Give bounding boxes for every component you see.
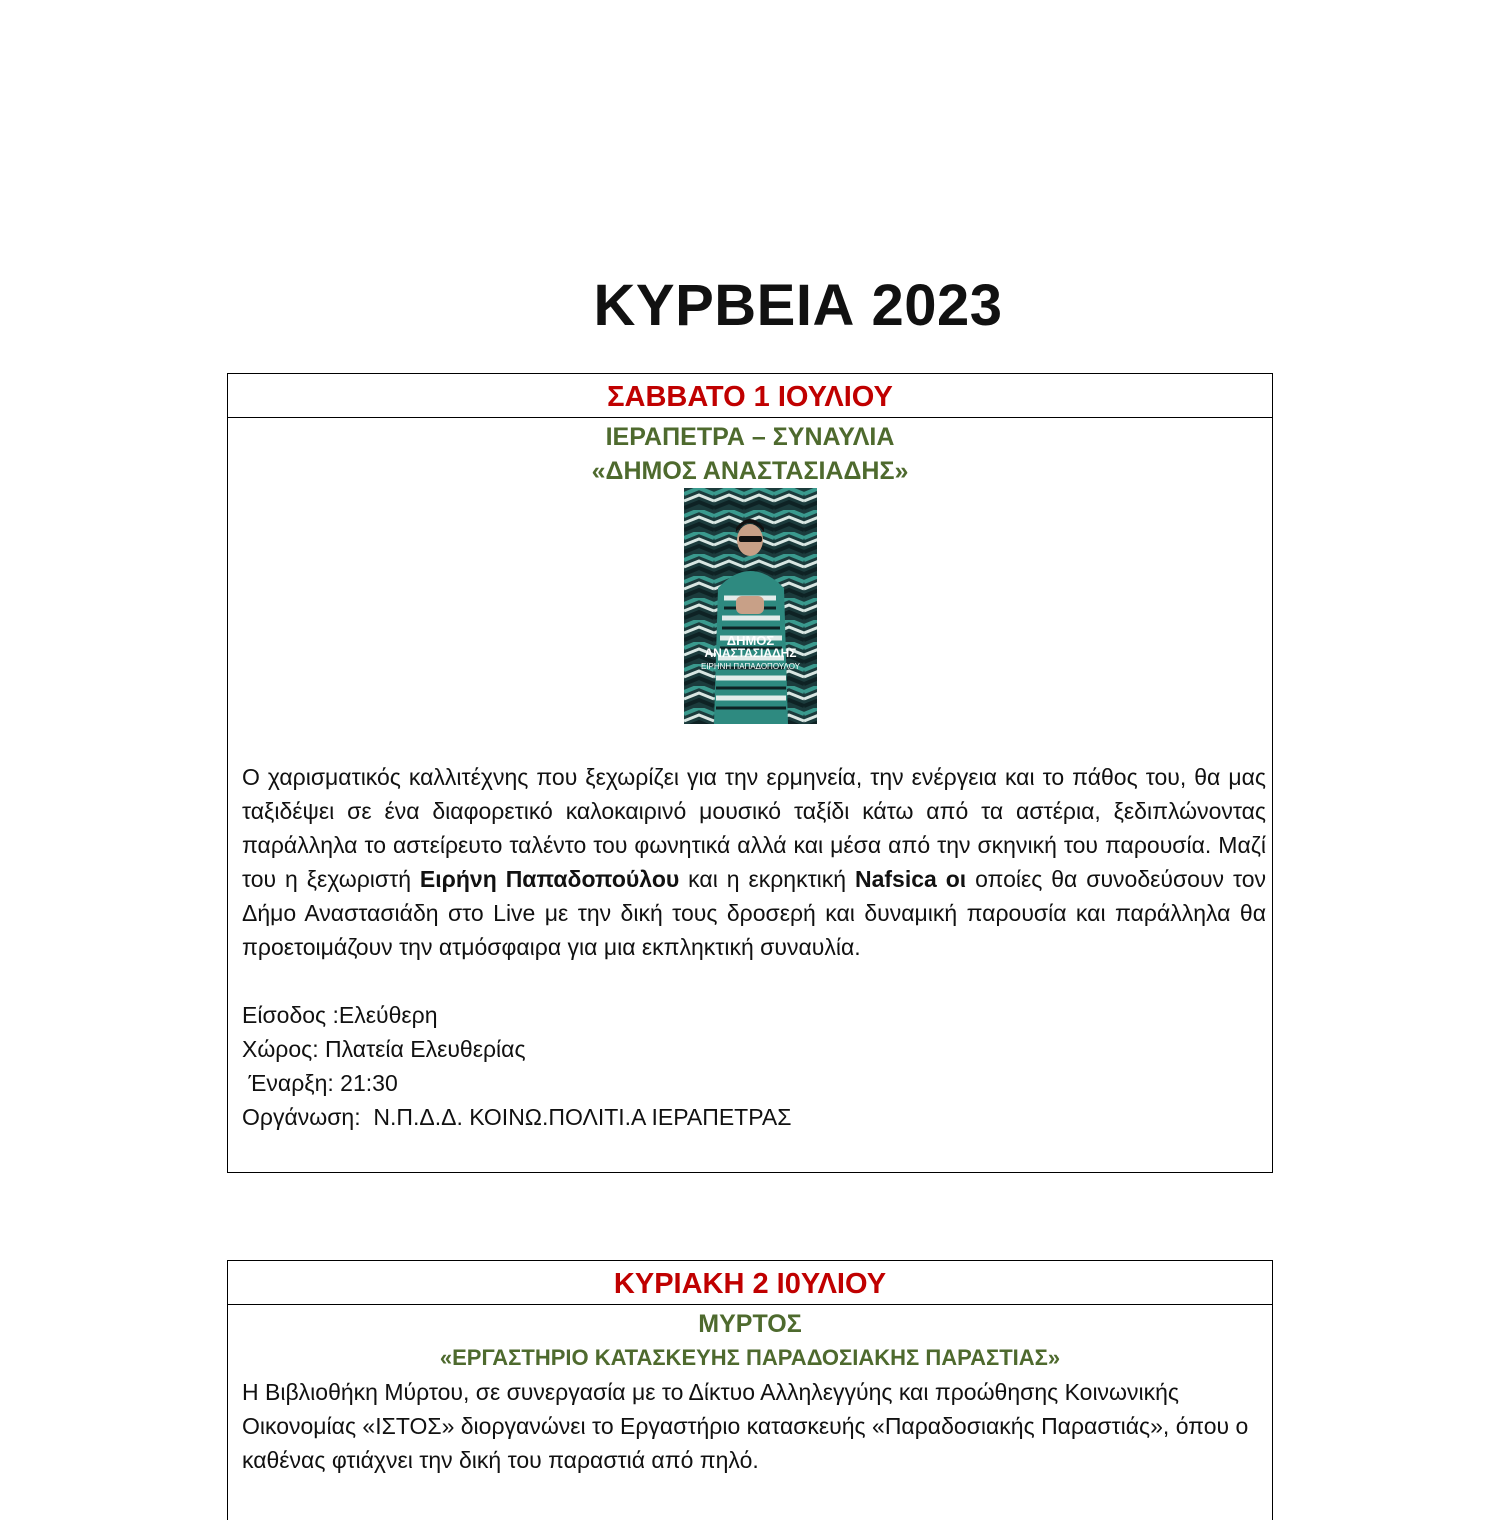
- event-date: ΚΥΡΙΑΚΗ 2 Ι0ΥΛΙΟΥ: [228, 1261, 1272, 1305]
- event-description: Η Βιβλιοθήκη Μύρτου, σε συνεργασία με το Δίκτυο Αλληλεγγύης και προώθησης Κοινωνικής Οικονομίας «ΙΣΤΟΣ» διοργανώνει το Εργαστήριο κατασκευής «Παραδοσιακής Παραστιάς», όπου ο καθένας φτιάχνει την δική του παραστιά από πηλό.: [242, 1379, 1249, 1473]
- event-description: [228, 760, 1266, 964]
- description-bold-name2: Nafsica οι: [854, 866, 967, 892]
- document-title: ΚΥΡΒΕΙΑ 2023: [593, 273, 1003, 338]
- poster-guest-line: ΕΙΡΗΝΗ ΠΑΠΑΔΟΠΟΥΛΟΥ: [700, 662, 800, 671]
- event-start-time: Έναρξη: 21:30: [242, 1070, 398, 1096]
- event-details: [228, 998, 1272, 1134]
- poster-name-line1: ΔΗΜΟΣ: [726, 633, 774, 648]
- event-entry: Είσοδος :Ελεύθερη: [242, 1002, 438, 1028]
- description-part1: Ο χαρισματικός καλλιτέχνης που ξεχωρίζει για την ερμηνεία, την ενέργεια και το πάθος του, θα μας ταξιδέψει σε ένα διαφορετικό καλοκαιρινό μουσικό ταξίδι κάτω από τα αστέρια, ξεδιπλώνοντας παράλληλα το αστείρευτο ταλέντο του φωνητικά αλλά και μέσα από την σκηνική του παρουσία. Μαζί του η ξεχωριστή: [242, 764, 1266, 892]
- event-table-1: [227, 373, 1273, 1173]
- poster-name-line2: ΑΝΑΣΤΑΣΙΑΔΗΣ: [704, 646, 796, 660]
- event-location-title: ΜΥΡΤΟΣ: [698, 1310, 802, 1338]
- description-part2: και η εκρηκτική: [679, 866, 855, 892]
- event-organizer: Οργάνωση: Ν.Π.Δ.Δ. ΚΟΙΝΩ.ΠΟΛΙΤΙ.Α ΙΕΡΑΠΕΤΡΑΣ: [242, 1104, 792, 1130]
- event-date: ΣΑΒΒΑΤΟ 1 ΙΟΥΛΙΟΥ: [228, 374, 1272, 418]
- description-part3: οποίες θα συνοδεύσουν τον Δήμο Αναστασιάδη στο Live με την δική τους δροσερή και δυναμική παρουσία και παράλληλα θα προετοιμάζουν την ατμόσφαιρα για μια εκπληκτική συναυλία.: [242, 866, 1267, 960]
- event-table-2: [227, 1260, 1273, 1520]
- description-bold-name1: Ειρήνη Παπαδοπούλου: [419, 866, 680, 892]
- event-venue: Χώρος: Πλατεία Ελευθερίας: [242, 1036, 526, 1062]
- event-name: «ΕΡΓΑΣΤΗΡΙΟ ΚΑΤΑΣΚΕΥΗΣ ΠΑΡΑΔΟΣΙΑΚΗΣ ΠΑΡΑΣΤΙΑΣ»: [439, 1345, 1061, 1370]
- event-name: «ΔΗΜΟΣ ΑΝΑΣΤΑΣΙΑΔΗΣ»: [591, 457, 909, 485]
- event-location-title: ΙΕΡΑΠΕΤΡΑ – ΣΥΝΑΥΛΙΑ: [605, 423, 895, 451]
- concert-poster-image: [684, 488, 817, 724]
